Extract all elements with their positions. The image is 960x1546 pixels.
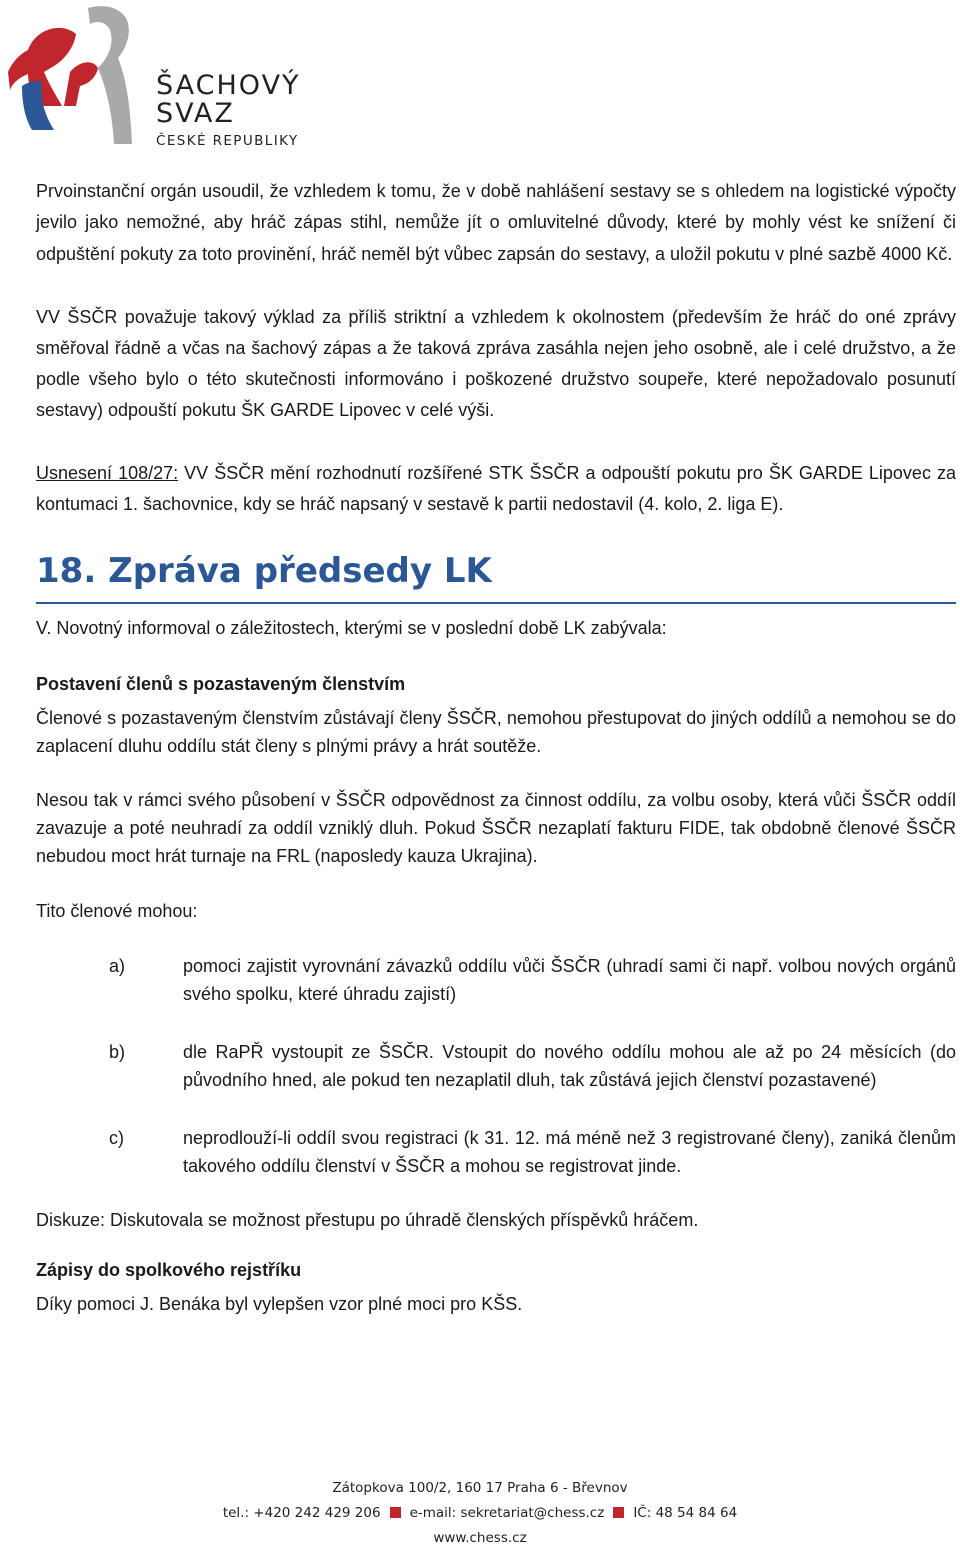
options-list <box>36 952 956 1180</box>
paragraph-clenove: Členové s pozastaveným členstvím zůstávají členy ŠSČR, nemohou přestupovat do jiných oddílů a nemohou se do zaplacení dluhu oddílu stát členy s plnými právy a hrát soutěže. <box>36 707 956 756</box>
intro-paragraph: V. Novotný informoval o záležitostech, kterými se v poslední době LK zabývala: <box>36 617 667 638</box>
paragraph-prvoinstancni: Prvoinstanční orgán usoudil, že vzhledem k tomu, že v době nahlášení sestavy se s ohledem na logistické výpočty jevilo jako nemožné, aby hráč zápas stihl, nemůže jít o omluvitelné důvody, které by mohly vést ke snížení či odpuštění pokuty za toto provinění, hráč neměl být vůbec zapsán do sestavy, a uložil pokutu v plné sazbě 4000 Kč. <box>36 181 956 264</box>
logo-wordmark-line3: ČESKÉ REPUBLIKY <box>156 133 299 149</box>
resolution-text: VV ŠSČR mění rozhodnutí rozšířené STK ŠSČR a odpouští pokutu pro ŠK GARDE Lipovec za kontumaci 1. šachovnice, kdy se hráč napsaný v sestavě k partii nedostavil (4. kolo, 2. liga E). <box>36 462 956 514</box>
paragraph-nesou: Nesou tak v rámci svého působení v ŠSČR odpovědnost za činnost oddílu, za volbu osoby, která vůči ŠSČR oddíl zavazuje a poté neuhradí za oddíl vzniklý dluh. Pokud ŠSČR nezaplatí fakturu FIDE, tak obdobně členové ŠSČR nebudou moct hrát turnaje na FRL (naposledy kauza Ukrajina). <box>36 789 956 866</box>
resolution-label: Usnesení 108/27: <box>36 462 179 483</box>
paragraph-diskuze: Diskuze: Diskutovala se možnost přestupu po úhradě členských příspěvků hráčem. <box>36 1209 699 1230</box>
logo <box>6 2 306 152</box>
list-item <box>36 952 956 1008</box>
footer-contacts <box>0 1505 960 1521</box>
logo-wordmark-line2: SVAZ <box>156 98 235 129</box>
subheading-zapisy: Zápisy do spolkového rejstříku <box>36 1259 302 1280</box>
paragraph-diky: Díky pomoci J. Benáka byl vylepšen vzor plné moci pro KŠS. <box>36 1293 523 1314</box>
document-body <box>36 176 956 1318</box>
subheading-postaveni: Postavení členů s pozastaveným členstvím <box>36 673 406 694</box>
list-item-text: dle RaPŘ vystoupit ze ŠSČR. Vstoupit do nového oddílu mohou ale až po 24 měsících (do původního hned, ale pokud ten nezaplatil dluh, tak zůstává jejich členství pozastavené) <box>183 1041 956 1090</box>
list-item <box>36 1038 956 1094</box>
separator-square-icon <box>390 1507 401 1518</box>
footer-address: Zátopkova 100/2, 160 17 Praha 6 - Břevnov <box>332 1480 628 1496</box>
list-item-text: neprodlouží-li oddíl svou registraci (k 31. 12. má méně než 3 registrované členy), zaniká členům takového oddílu členství v ŠSČR a mohou se registrovat jinde. <box>183 1127 956 1176</box>
separator-square-icon <box>613 1507 624 1518</box>
paragraph-vv-sscr: VV ŠSČR považuje takový výklad za příliš striktní a vzhledem k okolnostem (především že hráč do oné zprávy směřoval řádně a včas na šachový zápas a že taková zpráva zasáhla nejen jeho osobně, ale i celé družstvo, a že podle všeho bylo o této skutečnosti informováno i poškozené družstvo soupeře, které nepožadovalo posunutí sestavy) odpouští pokutu ŠK GARDE Lipovec v celé výši. <box>36 306 956 420</box>
knight-logo-icon <box>6 2 146 152</box>
list-item-text: pomoci zajistit vyrovnání závazků oddílu vůči ŠSČR (uhradí sami či např. volbou nových orgánů svého spolku, které úhradu zajistí) <box>183 955 956 1004</box>
paragraph-tito-clenove: Tito členové mohou: <box>36 900 198 921</box>
section-heading: 18. Zpráva předsedy LK <box>36 548 956 604</box>
footer-phone: tel.: +420 242 429 206 <box>222 1505 381 1521</box>
list-marker: a) <box>109 955 126 976</box>
resolution-paragraph <box>36 458 956 520</box>
footer-ico: IČ: 48 54 84 64 <box>633 1505 738 1521</box>
list-marker: c) <box>109 1127 124 1148</box>
footer-website: www.chess.cz <box>433 1530 527 1546</box>
logo-wordmark-line1: ŠACHOVÝ <box>156 70 301 101</box>
list-item <box>36 1124 956 1180</box>
list-marker: b) <box>109 1041 126 1062</box>
footer-email: e-mail: sekretariat@chess.cz <box>409 1505 605 1521</box>
